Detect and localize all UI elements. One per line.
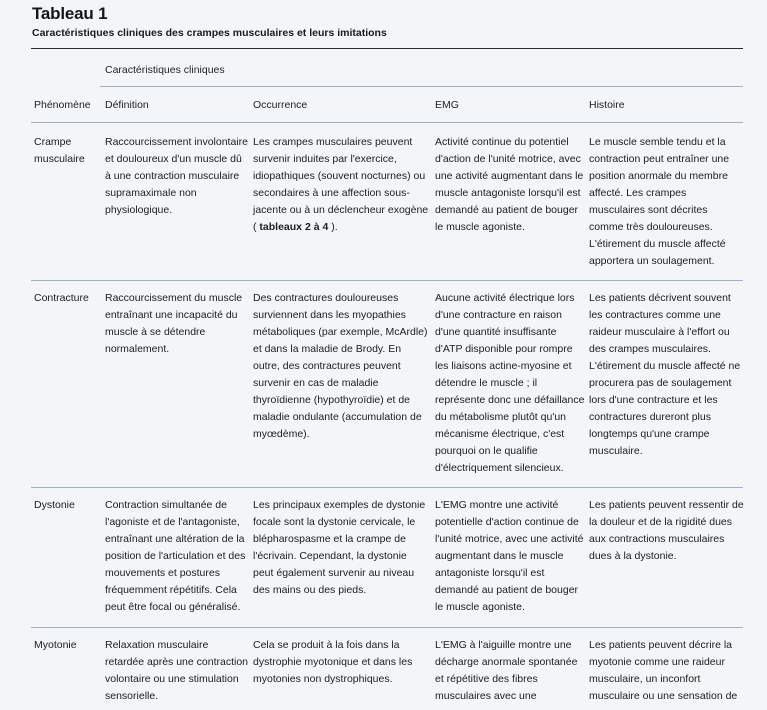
cell-occurrence: Les principaux exemples de dystonie focale sont la dystonie cervicale, le blépharospasme et la crampe de l'écrivain. Cependant, la dystonie peut également survenir au niveau des mains ou des pieds. bbox=[253, 499, 426, 596]
cell-histoire: Les patients peuvent décrire la myotonie comme une raideur musculaire, un inconfort musculaire ou une sensation de bbox=[589, 639, 738, 702]
column-header-histoire: Histoire bbox=[589, 99, 625, 111]
cell-emg: L'EMG montre une activité potentielle d'action continue de l'unité motrice, avec une activité augmentant dans le muscle antagoniste lorsqu'il est demandé au patient de bouger le muscle agoniste. bbox=[435, 499, 584, 613]
column-header-definition: Définition bbox=[105, 99, 149, 111]
tables-reference-link[interactable]: tableaux 2 à 4 bbox=[259, 221, 329, 233]
cell-definition: Raccourcissement involontaire et douloureux d'un muscle dû à une contraction musculaire supramaximale non physiologique. bbox=[105, 136, 248, 216]
cell-occurrence bbox=[253, 134, 430, 236]
cell-histoire: Le muscle semble tendu et la contraction peut entraîner une position anormale du membre affecté. Les crampes musculaires sont décrites comme très douloureuses. L'étirement du muscle affecté apportera un soulagement. bbox=[589, 136, 730, 267]
column-header-emg: EMG bbox=[435, 99, 459, 111]
cell-occurrence: Cela se produit à la fois dans la dystrophie myotonique et dans les myotonies non dystrophiques. bbox=[253, 639, 413, 685]
cell-phenomene: Dystonie bbox=[34, 499, 75, 511]
group-header: Caractéristiques cliniques bbox=[105, 64, 225, 76]
row-divider bbox=[31, 487, 743, 488]
cell-phenomene: Myotonie bbox=[34, 639, 77, 651]
top-rule bbox=[31, 48, 743, 49]
header-rule bbox=[31, 122, 743, 123]
cell-definition: Raccourcissement du muscle entraînant une incapacité du muscle à se détendre normalement. bbox=[105, 292, 243, 355]
table-title: Tableau 1 bbox=[32, 4, 108, 23]
cell-phenomene: Crampe musculaire bbox=[34, 136, 85, 165]
cell-definition: Relaxation musculaire retardée après une contraction volontaire ou une stimulation sensorielle. bbox=[105, 639, 249, 702]
row-divider bbox=[31, 627, 743, 628]
column-header-phenomene: Phénomène bbox=[34, 99, 91, 111]
occurrence-text-end: ). bbox=[328, 221, 338, 233]
cell-occurrence: Des contractures douloureuses surviennent dans les myopathies métaboliques (par exemple, McArdle) et dans la maladie de Brody. En outre, des contractures peuvent survenir en cas de maladie thyroïdienne (hypothyroïdie) et de maladie ondulante (accumulation de myœdème). bbox=[253, 292, 428, 440]
column-header-occurrence: Occurrence bbox=[253, 99, 308, 111]
cell-emg: L'EMG à l'aiguille montre une décharge anormale spontanée et répétitive des fibres musculaires avec une bbox=[435, 639, 578, 702]
row-divider bbox=[31, 280, 743, 281]
cell-emg: Aucune activité électrique lors d'une contracture en raison d'une quantité insuffisante d'ATP disponible pour rompre les liaisons actine-myosine et détendre le muscle ; il représente donc une défaillance du métabolisme plutôt qu'un mécanisme électrique, c'est pourquoi on le qualifie d'électriquement silencieux. bbox=[435, 292, 585, 474]
occurrence-text: Les crampes musculaires peuvent survenir induites par l'exercice, idiopathiques (souvent nocturnes) ou secondaires à une affection sous-jacente ou à un déclencheur exogène ( bbox=[253, 136, 429, 233]
cell-phenomene: Contracture bbox=[34, 292, 89, 304]
cell-histoire: Les patients décrivent souvent les contractures comme une raideur musculaire à l'effort ou des crampes musculaires. L'étirement du muscle affecté ne procurera pas de soulagement lors d'une contracture et les contractures dureront plus longtemps qu'une crampe musculaire. bbox=[589, 292, 741, 457]
cell-emg: Activité continue du potentiel d'action de l'unité motrice, avec une activité augmentant dans le muscle antagoniste lorsqu'il est demandé au patient de bouger le muscle agoniste. bbox=[435, 136, 584, 233]
table-subtitle: Caractéristiques cliniques des crampes musculaires et leurs imitations bbox=[32, 27, 387, 39]
cell-histoire: Les patients peuvent ressentir de la douleur et de la rigidité dues aux contractions musculaires dues à la dystonie. bbox=[589, 499, 744, 562]
cell-definition: Contraction simultanée de l'agoniste et de l'antagoniste, entraînant une altération de la position de l'articulation et des mouvements et postures fréquemment répétitifs. Cela peut être focal ou généralisé. bbox=[105, 499, 246, 613]
group-header-rule bbox=[100, 86, 743, 87]
